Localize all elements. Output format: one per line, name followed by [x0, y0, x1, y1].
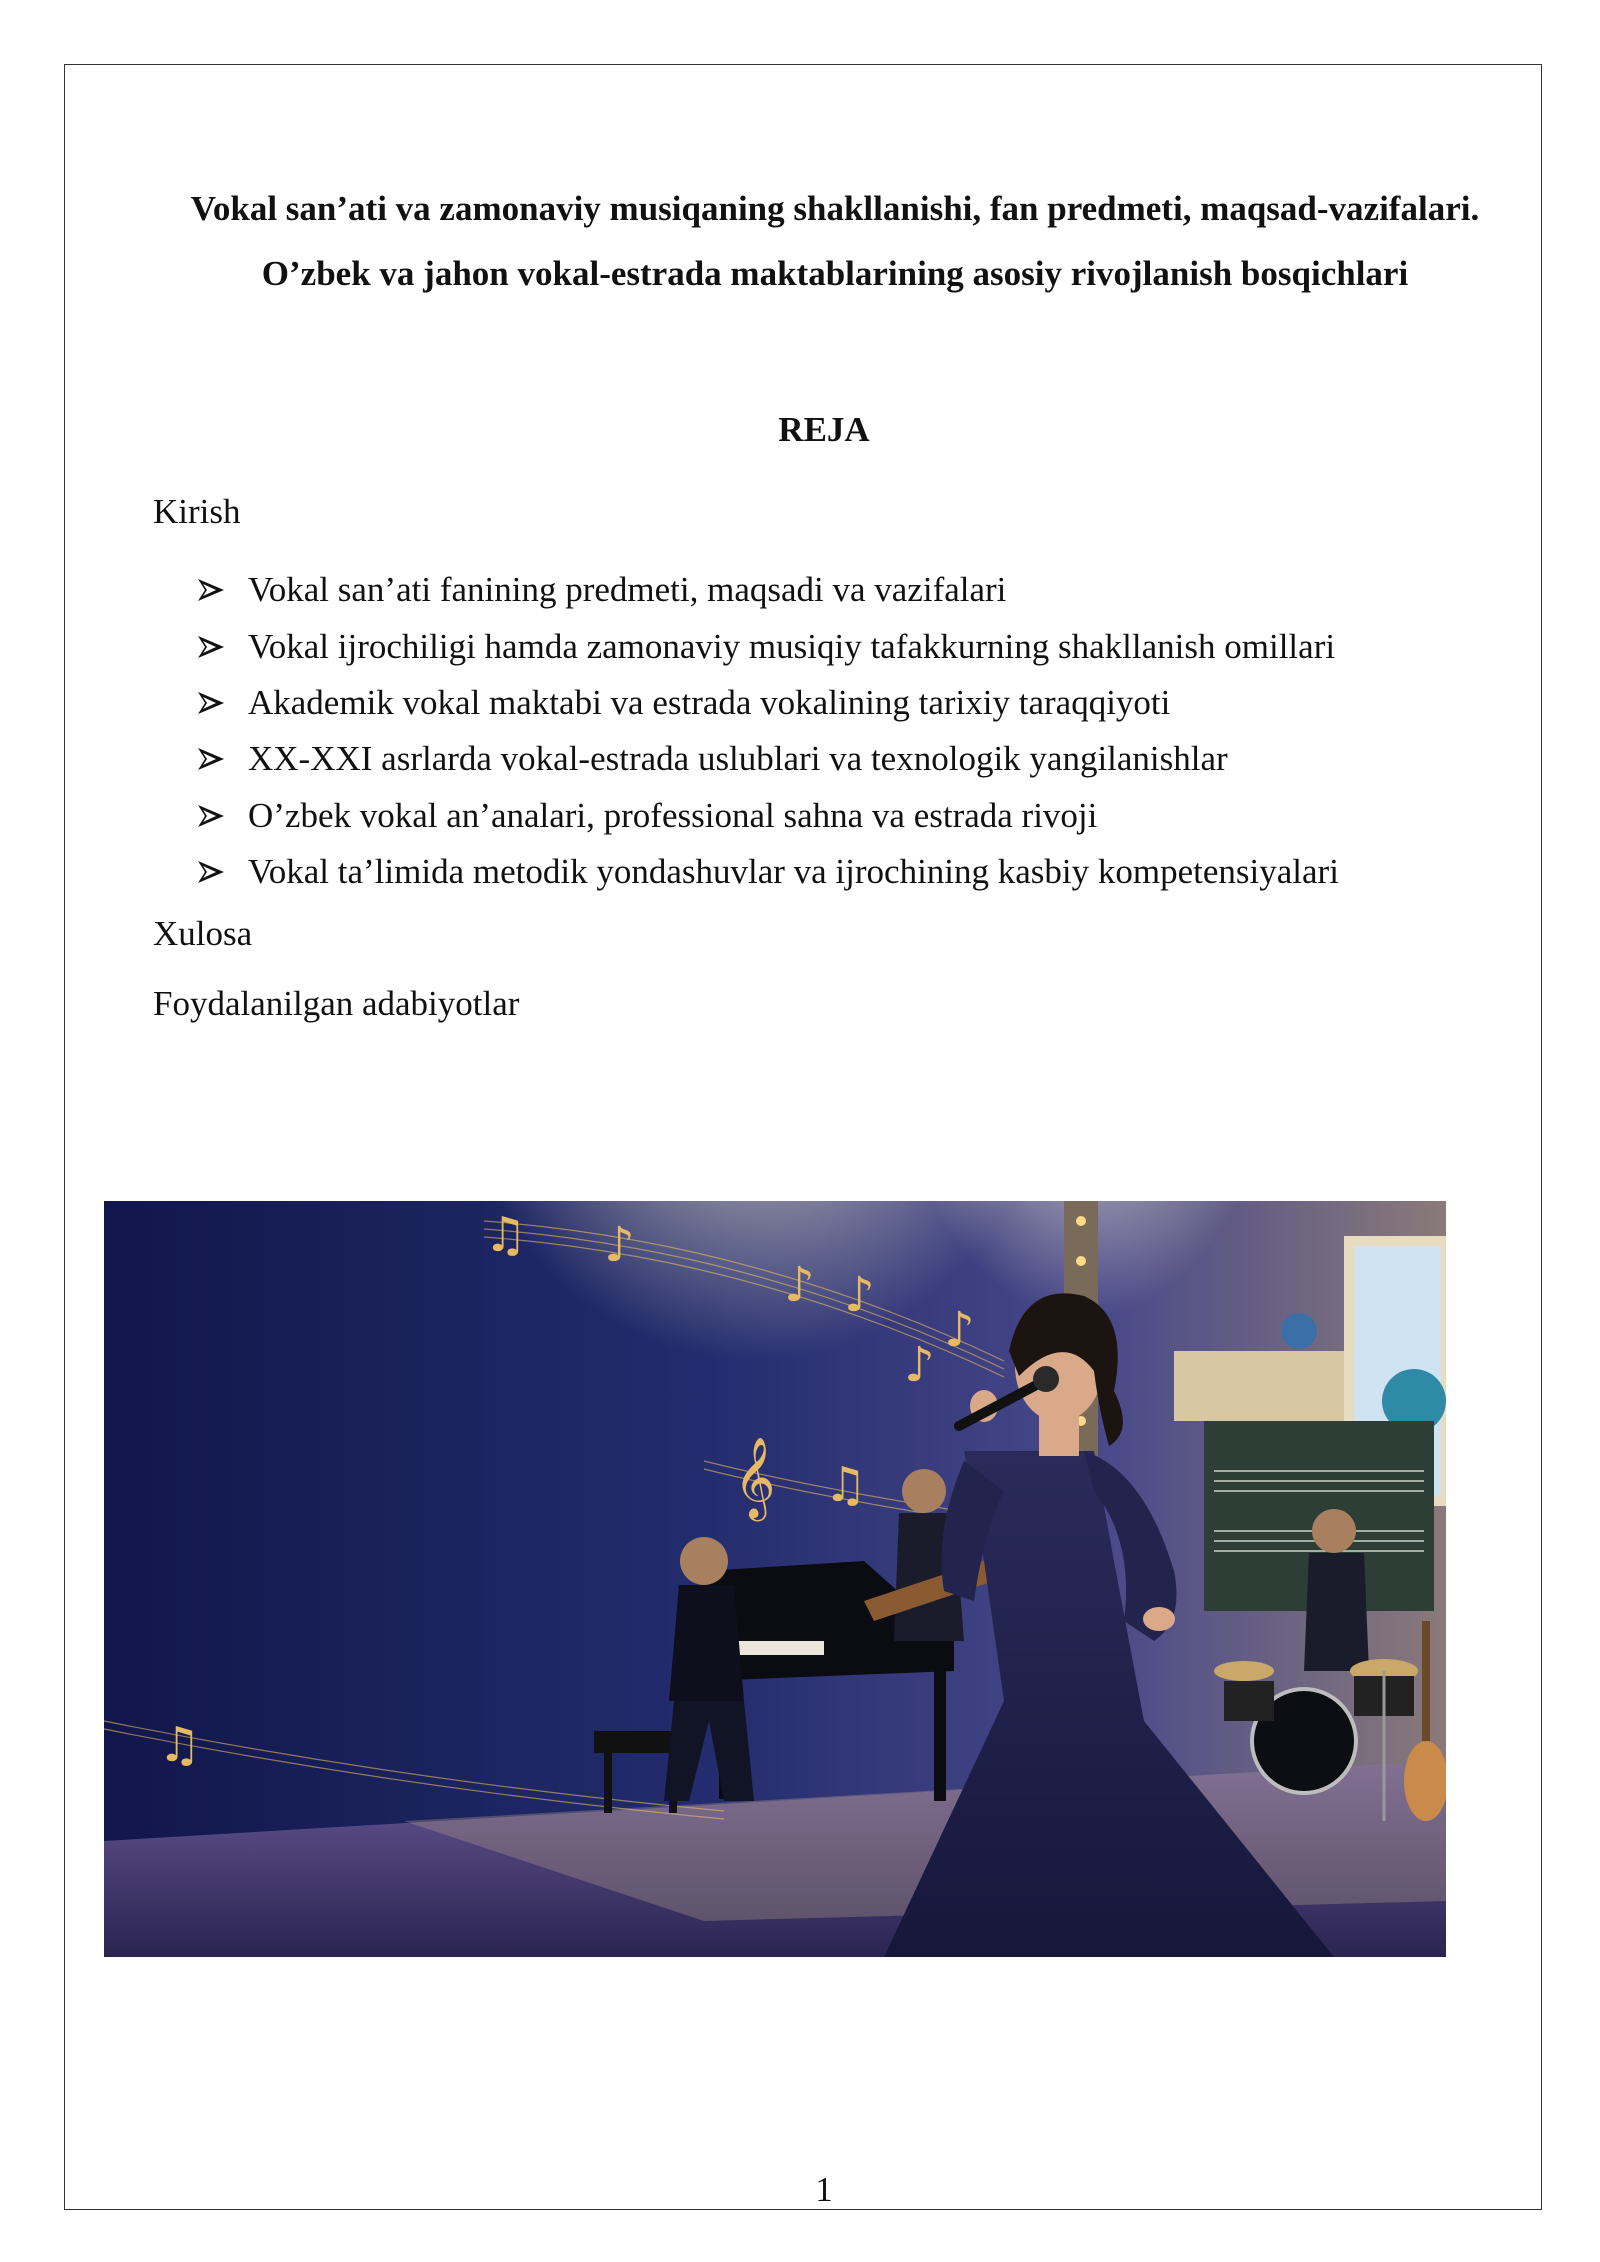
plan-item-text: O’zbek vokal an’analari, professional sahna va estrada rivoji	[248, 795, 1098, 835]
plan-item-text: Vokal san’ati fanining predmeti, maqsadi va vazifalari	[248, 570, 1007, 610]
arrowhead-bullet-icon	[196, 801, 226, 831]
arrowhead-bullet-icon	[196, 857, 226, 887]
plan-item	[196, 844, 1339, 900]
music-note-icon: ♫	[158, 1717, 202, 1773]
music-note-icon: ♪	[904, 1337, 935, 1393]
treble-clef-icon: 𝄞	[734, 1436, 776, 1518]
plan-item	[196, 788, 1339, 844]
music-note-icon: ♪	[844, 1267, 875, 1323]
arrowhead-bullet-icon	[196, 744, 226, 774]
plan-item	[196, 731, 1339, 787]
document-title: Vokal san’ati va zamonaviy musiqaning shakllanishi, fan predmeti, maqsad-vazifalari. O’zbek va jahon vokal-estrada maktablarining asosiy rivojlanish bosqichlari	[190, 189, 1480, 293]
arrowhead-bullet-icon	[196, 632, 226, 662]
plan-item-text: XX-XXI asrlarda vokal-estrada uslublari va texnologik yangilanishlar	[248, 739, 1228, 779]
intro-label: Kirish	[153, 492, 241, 531]
arrowhead-bullet-icon	[196, 575, 226, 605]
concert-illustration	[104, 1201, 1446, 1957]
music-note-icon: ♫	[824, 1457, 868, 1513]
plan-item-text: Akademik vokal maktabi va estrada vokalining tarixiy taraqqiyoti	[248, 682, 1171, 722]
conclusion-label: Xulosa	[153, 914, 253, 953]
references-label: Foydalanilgan adabiyotlar	[153, 984, 520, 1023]
plan-item	[196, 562, 1339, 618]
arrowhead-bullet-icon	[196, 688, 226, 718]
plan-item	[196, 675, 1339, 731]
music-note-icon: ♪	[944, 1302, 975, 1358]
music-note-icon: ♫	[484, 1207, 528, 1263]
plan-item-text: Vokal ta’limida metodik yondashuvlar va ijrochining kasbiy kompetensiyalari	[248, 852, 1339, 892]
plan-heading: REJA	[778, 410, 870, 449]
concert-scene	[104, 1201, 1446, 1957]
plan-item-text: Vokal ijrochiligi hamda zamonaviy musiqiy tafakkurning shakllanish omillari	[248, 626, 1336, 666]
music-note-icon: ♪	[604, 1217, 635, 1273]
page-number: 1	[815, 2170, 833, 2209]
music-note-icon: ♪	[784, 1257, 815, 1313]
plan-list	[196, 562, 1339, 900]
plan-item	[196, 618, 1339, 674]
